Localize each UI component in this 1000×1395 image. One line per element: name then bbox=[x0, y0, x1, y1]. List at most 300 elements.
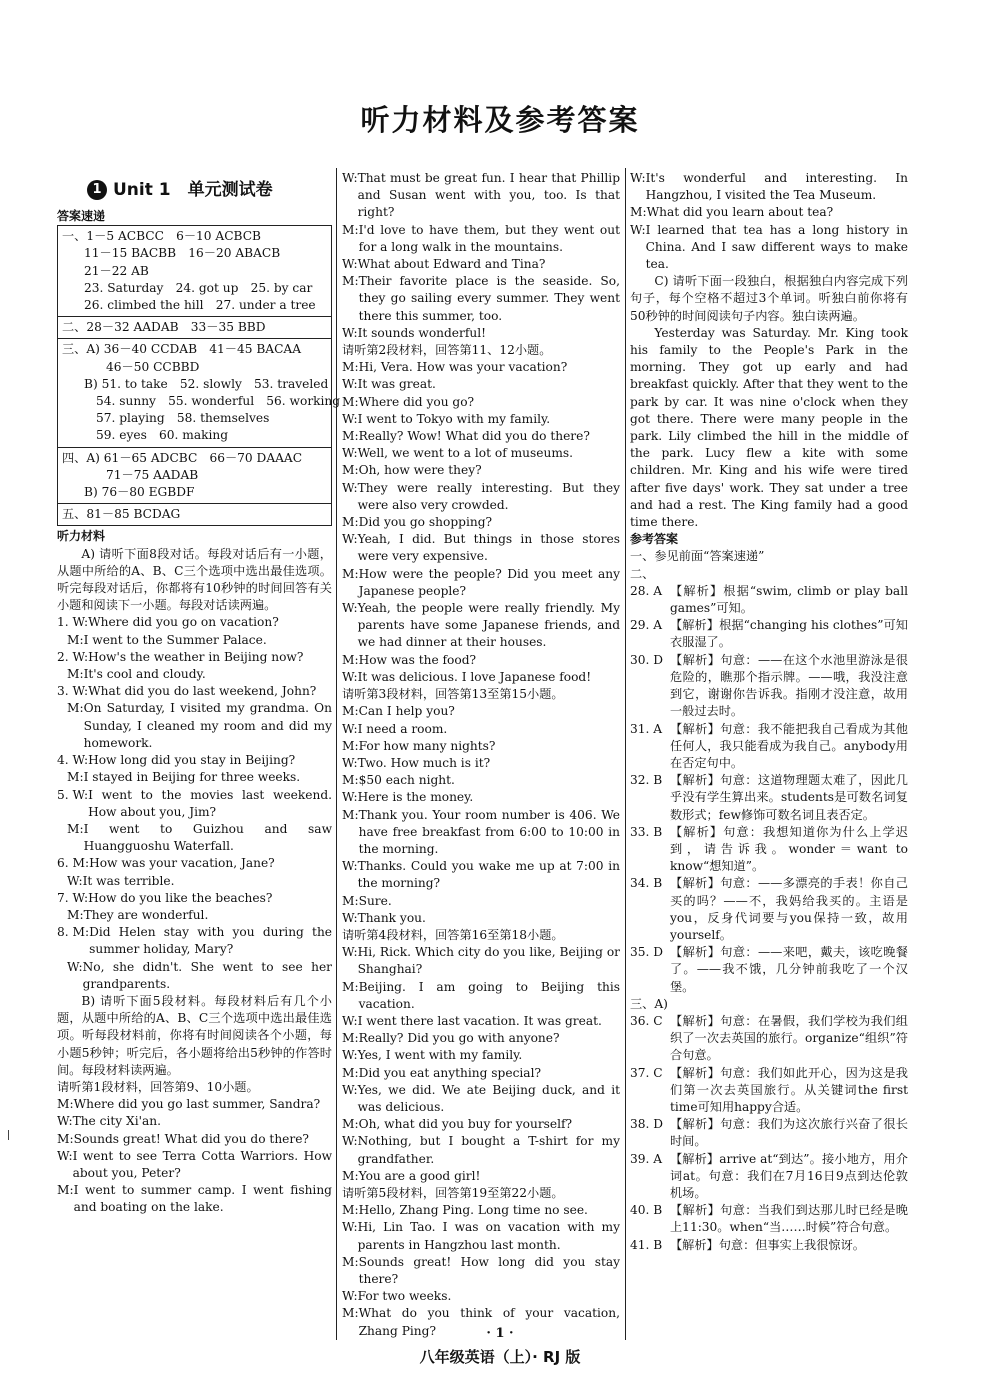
answer-key-line: 54. sunny 55. wonderful 56. working bbox=[96, 394, 341, 409]
part-a-instructions: A) 请听下面8段对话。每段对话后有一小题，从题中所给的A、B、C三个选项中选出最佳选项。听完每段对话后，你都将有10秒钟的时间回答有关小题和阅读下一小题。每段对话读两遍。 bbox=[57, 546, 332, 613]
dialog-text: Hi, Lin Tao. I was on vacation with my parents in Hangzhou last month. bbox=[357, 1220, 620, 1252]
speaker-label: 1. W: bbox=[57, 615, 89, 630]
answer-item bbox=[630, 1116, 908, 1150]
dialog-line bbox=[342, 1133, 620, 1167]
dialog-text: Sure. bbox=[358, 893, 392, 908]
listening-heading: 听力材料 bbox=[57, 529, 106, 544]
dialog-line bbox=[57, 1131, 332, 1148]
dialog-line bbox=[342, 325, 620, 342]
answer-number: 35. D bbox=[630, 945, 664, 960]
dialog-text: Yeah, I did. But things in those stores were very expensive. bbox=[357, 532, 620, 564]
part-c-instructions: C) 请听下面一段独白，根据独白内容完成下列句子，每个空格不超过3个单词。听独白前你将有50秒钟的时间阅读句子内容。独白读两遍。 bbox=[630, 274, 908, 323]
dialog-line bbox=[342, 910, 620, 927]
dialog-line bbox=[57, 666, 332, 683]
speaker-label: M: bbox=[67, 632, 84, 647]
dialog-line bbox=[342, 170, 620, 222]
dialog-text: I went to Guizhou and saw Huangguoshu Waterfall. bbox=[83, 821, 332, 854]
speaker-label: W: bbox=[342, 257, 358, 272]
dialog-line bbox=[342, 222, 620, 256]
answer-explanation: 【解析】句意：在暑假，我们学校为我们组织了一次去英国的旅行。organize“组织”符合句意。 bbox=[670, 1013, 908, 1063]
speaker-label: W: bbox=[342, 755, 358, 770]
dialog-text: Did Helen stay with you during the summer holiday, Mary? bbox=[89, 925, 332, 957]
dialog-text: It sounds wonderful! bbox=[357, 325, 486, 340]
material-5-dialog bbox=[342, 1202, 620, 1340]
dialog-text: $50 each night. bbox=[358, 773, 455, 788]
dialog-line bbox=[342, 755, 620, 772]
material-heading: 请听第2段材料，回答第11、12小题。 bbox=[342, 343, 552, 358]
answer-number: 31. A bbox=[630, 721, 663, 736]
dialog-text: How were the people? Did you meet any Japanese people? bbox=[358, 566, 620, 598]
dialog-line bbox=[342, 531, 620, 565]
dialog-line bbox=[57, 649, 332, 666]
answer-number: 40. B bbox=[630, 1203, 663, 1218]
speaker-label: M: bbox=[67, 701, 84, 716]
dialog-text: I went to the Summer Palace. bbox=[83, 632, 267, 647]
answer-item bbox=[630, 824, 908, 876]
dialog-line bbox=[57, 614, 332, 631]
dialog-text: I went to the movies last weekend. How about you, Jim? bbox=[88, 787, 332, 819]
speaker-label: M: bbox=[342, 652, 359, 667]
material-heading: 请听第4段材料，回答第16至第18小题。 bbox=[342, 927, 564, 942]
dialog-line bbox=[57, 1148, 332, 1182]
speaker-label: W: bbox=[342, 1220, 358, 1235]
dialog-text: Their favorite place is the seaside. So, they go sailing every summer. They went there this summer, too. bbox=[358, 274, 620, 323]
dialog-text: What did you learn about tea? bbox=[646, 205, 834, 220]
speaker-label: W: bbox=[342, 790, 358, 805]
material-4-dialog bbox=[342, 944, 620, 1185]
speaker-label: M: bbox=[342, 704, 359, 719]
answer-item bbox=[630, 652, 908, 721]
column-divider bbox=[625, 168, 626, 1340]
dialog-line bbox=[342, 462, 620, 479]
column-3 bbox=[630, 170, 908, 1254]
answer-key-line: 23. Saturday 24. got up 25. by car bbox=[84, 280, 313, 295]
answer-number: 32. B bbox=[630, 773, 663, 788]
dialog-line bbox=[342, 721, 620, 738]
dialog-line bbox=[342, 807, 620, 859]
speaker-label: W: bbox=[57, 1114, 73, 1129]
answer-number: 37. C bbox=[630, 1065, 663, 1080]
answer-key-line: 五、81－85 BCDAG bbox=[62, 507, 181, 522]
dialog-line bbox=[342, 1065, 620, 1082]
speaker-label: W: bbox=[342, 1082, 358, 1097]
dialog-text: Yeah, the people were really friendly. My parents have some Japanese friends, and we had dinner at their houses. bbox=[357, 601, 620, 650]
column-divider bbox=[336, 168, 337, 1340]
dialog-line bbox=[342, 944, 620, 978]
answer-explanation: 【解析】arrive at“到达”。接小地方，用介词at。句意：我们在7月16日9点到达伦敦机场。 bbox=[670, 1151, 908, 1200]
speaker-label: M: bbox=[67, 770, 84, 785]
speaker-label: M: bbox=[342, 1031, 359, 1046]
dialog-text: It was terrible. bbox=[82, 873, 175, 888]
answer-key-line: 21－22 AB bbox=[84, 263, 149, 278]
section-label: 二、 bbox=[630, 566, 655, 581]
dialog-text: What do you think of your vacation, Zhang Ping? bbox=[358, 1306, 620, 1338]
material-3-dialog bbox=[342, 703, 620, 927]
dialog-text: How was your vacation, Jane? bbox=[89, 856, 275, 871]
dialog-text: How was the food? bbox=[358, 652, 477, 667]
answer-number: 41. B bbox=[630, 1237, 663, 1252]
speaker-label: M: bbox=[342, 463, 359, 478]
speaker-label: M: bbox=[342, 1065, 359, 1080]
speaker-label: W: bbox=[342, 325, 358, 340]
dialog-text: What did you do last weekend, John? bbox=[88, 684, 317, 699]
answer-item bbox=[630, 772, 908, 824]
dialog-text: Thanks. Could you wake me up at 7:00 in the morning? bbox=[357, 859, 620, 891]
dialog-line bbox=[342, 738, 620, 755]
page-number: · 1 · bbox=[486, 1326, 514, 1341]
dialog-line bbox=[57, 700, 332, 752]
section-label: 三、A) bbox=[630, 996, 668, 1011]
dialog-text: Where did you go? bbox=[358, 394, 475, 409]
dialog-text: You are a good girl! bbox=[358, 1168, 481, 1183]
part-b-instructions: B) 请听下面5段材料。每段材料后有几个小题，从题中所给的A、B、C三个选项中选出最佳选项。听每段材料前，你将有时间阅读各个小题，每小题5秒钟；听完后，各小题将给出5秒钟的作答时间。每段材料读两遍。 bbox=[57, 993, 332, 1077]
answer-item bbox=[630, 1065, 908, 1117]
dialog-text: I learned that tea has a long history in China. And I saw different ways to make tea. bbox=[645, 222, 908, 272]
answer-key-section bbox=[58, 339, 341, 447]
answer-item bbox=[630, 1237, 908, 1254]
answer-key-line: B) 51. to take 52. slowly 53. traveled bbox=[84, 376, 329, 391]
answer-number: 29. A bbox=[630, 618, 663, 633]
dialog-text: They are wonderful. bbox=[83, 907, 209, 922]
answer-key-line: 46－50 CCBBD bbox=[106, 359, 200, 374]
speaker-label: M: bbox=[342, 274, 359, 289]
speaker-label: W: bbox=[342, 532, 358, 547]
dialog-text: Yes, I went with my family. bbox=[357, 1048, 523, 1063]
answer-key-line: 57. playing 58. themselves bbox=[96, 411, 270, 426]
material-1-dialog bbox=[57, 1096, 332, 1216]
answer-key-section bbox=[58, 448, 331, 505]
speaker-label: W: bbox=[342, 1289, 358, 1304]
speaker-label: 2. W: bbox=[57, 649, 89, 664]
dialog-text: I went to Tokyo with my family. bbox=[357, 411, 551, 426]
dialog-line bbox=[57, 1182, 332, 1216]
dialog-text: Thank you. Your room number is 406. We have free breakfast from 6:00 to 10:00 in the morning. bbox=[358, 807, 620, 856]
dialog-text: Oh, what did you buy for yourself? bbox=[358, 1117, 573, 1132]
dialog-text: Did you go shopping? bbox=[358, 515, 493, 530]
answer-number: 39. A bbox=[630, 1151, 663, 1166]
dialog-line bbox=[57, 855, 332, 872]
speaker-label: W: bbox=[342, 171, 358, 185]
dialog-text: Beijing. I am going to Beijing this vacation. bbox=[358, 979, 620, 1011]
speaker-label: M: bbox=[342, 429, 359, 444]
dialog-line bbox=[342, 445, 620, 462]
dialog-text: It's cool and cloudy. bbox=[83, 667, 206, 682]
speaker-label: 8. M: bbox=[57, 925, 90, 940]
answer-explanations bbox=[630, 583, 908, 996]
margin-mark bbox=[8, 1130, 9, 1140]
dialog-text: I'd love to have them, but they went out for a long walk in the mountains. bbox=[358, 222, 620, 254]
answer-number: 30. D bbox=[630, 652, 664, 667]
dialog-text: Can I help you? bbox=[358, 704, 455, 719]
dialog-text: It was delicious. I love Japanese food! bbox=[357, 669, 592, 684]
dialog-line bbox=[57, 924, 332, 958]
dialog-text: Here is the money. bbox=[357, 790, 474, 805]
answer-key-section bbox=[58, 504, 331, 525]
monologue-text: Yesterday was Saturday. Mr. King took his family to the People's Park in the morning. They got up early and had breakfast quickly. After that they went to the park by car. It was nine o'clock when they got there. There were many people in the park. Lily climbed the hill in the middle of the park. Lucy flew a kite with some children. Mr. King and his wife were tired after five days' work. They sat under a tree and had a rest. The King family had a good time there. bbox=[630, 325, 908, 530]
dialog-text: The city Xi'an. bbox=[72, 1114, 161, 1129]
dialog-text: On Saturday, I visited my grandma. On Sunday, I cleaned my room and did my homework. bbox=[83, 701, 332, 750]
dialog-text: I went to see Terra Cotta Warriors. How about you, Peter? bbox=[72, 1148, 332, 1180]
answer-key-heading: 答案速递 bbox=[57, 209, 106, 223]
dialog-line bbox=[342, 359, 620, 376]
dialog-line bbox=[342, 652, 620, 669]
dialog-line bbox=[342, 1047, 620, 1064]
speaker-label: W: bbox=[630, 171, 646, 185]
answer-explanation: 【解析】句意：我们为这次旅行兴奋了很长时间。 bbox=[670, 1117, 908, 1149]
dialog-text: It's wonderful and interesting. In Hangzhou, I visited the Tea Museum. bbox=[645, 171, 908, 203]
speaker-label: M: bbox=[57, 1097, 74, 1112]
answer-number: 28. A bbox=[630, 583, 663, 598]
column-2 bbox=[342, 170, 620, 1340]
speaker-label: M: bbox=[342, 979, 359, 994]
dialog-text: I went to summer camp. I went fishing and boating on the lake. bbox=[73, 1183, 332, 1215]
answer-key-line: 四、A) 61－65 ADCBC 66－70 DAAAC bbox=[62, 450, 303, 465]
dialog-text: I need a room. bbox=[357, 721, 448, 736]
speaker-label: M: bbox=[342, 807, 359, 822]
unit-title: Unit 1 单元测试卷 bbox=[113, 180, 273, 200]
answer-key-line: 一、1－5 ACBCC 6－10 ACBCB bbox=[62, 229, 262, 244]
answer-key-line: 71－75 AADAB bbox=[106, 467, 199, 482]
dialog-line bbox=[57, 821, 332, 855]
dialog-text: I stayed in Beijing for three weeks. bbox=[83, 770, 301, 785]
answer-item bbox=[630, 1013, 908, 1065]
dialog-line bbox=[57, 683, 332, 700]
answer-key-section bbox=[58, 317, 331, 339]
speaker-label: 6. M: bbox=[57, 856, 90, 871]
dialog-text: Thank you. bbox=[357, 910, 426, 925]
dialog-line bbox=[630, 170, 908, 204]
column-1 bbox=[57, 170, 341, 1217]
dialog-line bbox=[342, 566, 620, 600]
answer-key-section bbox=[58, 226, 331, 317]
dialog-line bbox=[342, 428, 620, 445]
answer-item bbox=[630, 1151, 908, 1203]
speaker-label: W: bbox=[342, 669, 358, 684]
speaker-label: W: bbox=[342, 1013, 358, 1028]
material-2-dialog bbox=[342, 359, 620, 686]
speaker-label: W: bbox=[67, 873, 83, 888]
speaker-label: M: bbox=[67, 821, 84, 836]
dialog-line bbox=[57, 769, 332, 786]
dialog-line bbox=[57, 752, 332, 769]
speaker-label: 7. W: bbox=[57, 890, 89, 905]
answer-number: 38. D bbox=[630, 1117, 664, 1132]
short-dialogs bbox=[57, 614, 332, 992]
dialog-line bbox=[57, 907, 332, 924]
speaker-label: M: bbox=[342, 515, 359, 530]
speaker-label: M: bbox=[57, 1183, 74, 1198]
dialog-line bbox=[342, 1288, 620, 1305]
dialog-text: Well, we went to a lot of museums. bbox=[357, 446, 574, 461]
answer-explanation: 【解析】句意：但事实上我很惊讶。 bbox=[670, 1237, 865, 1252]
dialog-line bbox=[57, 873, 332, 890]
dialog-text: No, she didn't. She went to see her grandparents. bbox=[82, 959, 332, 991]
speaker-label: M: bbox=[342, 738, 359, 753]
speaker-label: W: bbox=[342, 480, 358, 495]
speaker-label: W: bbox=[342, 411, 358, 426]
answer-key-line: 二、28－32 AADAB 33－35 BBD bbox=[62, 320, 266, 335]
speaker-label: M: bbox=[67, 667, 84, 682]
dialog-line bbox=[342, 1168, 620, 1185]
dialog-line bbox=[342, 273, 620, 325]
answer-explanation: 【解析】根据“changing his clothes”可知衣服湿了。 bbox=[670, 618, 908, 650]
dialog-line bbox=[630, 204, 908, 221]
speaker-label: M: bbox=[342, 394, 359, 409]
dialog-line bbox=[342, 376, 620, 393]
dialog-text: Really? Did you go with anyone? bbox=[358, 1031, 560, 1046]
dialog-line bbox=[342, 1254, 620, 1288]
dialog-text: They were really interesting. But they were also very crowded. bbox=[357, 480, 620, 512]
answer-key-box bbox=[57, 225, 341, 526]
dialog-text: Where did you go last summer, Sandra? bbox=[73, 1097, 321, 1112]
dialog-line bbox=[342, 1219, 620, 1253]
speaker-label: W: bbox=[342, 1134, 358, 1149]
speaker-label: M: bbox=[342, 893, 359, 908]
answer-explanation: 【解析】句意：我想知道你为什么上学迟到，请告诉我。wonder＝want to know“想知道”。 bbox=[670, 824, 908, 874]
dialog-line bbox=[342, 893, 620, 910]
dialog-line bbox=[342, 703, 620, 720]
dialog-text: Oh, how were they? bbox=[358, 463, 482, 478]
dialog-text: I went there last vacation. It was great. bbox=[357, 1013, 602, 1028]
dialog-text: Where did you go on vacation? bbox=[88, 615, 279, 630]
answer-explanation: 【解析】句意：这道物理题太难了，因此几乎没有学生算出来。students是可数名词复数形式；few修饰可数名词且表否定。 bbox=[670, 773, 908, 822]
speaker-label: M: bbox=[342, 773, 359, 788]
dialog-text: Sounds great! How long did you stay there? bbox=[358, 1254, 620, 1286]
speaker-label: W: bbox=[342, 910, 358, 925]
dialog-line bbox=[342, 1082, 620, 1116]
speaker-label: M: bbox=[342, 1117, 359, 1132]
dialog-text: Sounds great! What did you do there? bbox=[73, 1131, 309, 1146]
answer-number: 36. C bbox=[630, 1013, 663, 1028]
dialog-text: Hi, Vera. How was your vacation? bbox=[358, 360, 568, 375]
dialog-line bbox=[342, 1013, 620, 1030]
material-heading: 请听第3段材料，回答第13至第15小题。 bbox=[342, 687, 564, 702]
dialog-line bbox=[342, 1202, 620, 1219]
dialog-text: Really? Wow! What did you do there? bbox=[358, 429, 590, 444]
speaker-label: W: bbox=[342, 601, 358, 616]
answer-item bbox=[630, 944, 908, 996]
speaker-label: W: bbox=[342, 1048, 358, 1063]
answer-item bbox=[630, 617, 908, 651]
dialog-line bbox=[57, 890, 332, 907]
answer-item bbox=[630, 1202, 908, 1236]
answer-explanation: 【解析】句意：——在这个水池里游泳是很危险的，瞧那个指示牌。——哦，我没注意到它，谢谢你告诉我。指刚才没注意，故用一般过去时。 bbox=[670, 652, 908, 719]
speaker-label: M: bbox=[342, 360, 359, 375]
material-5-dialog-cont bbox=[630, 170, 908, 273]
answer-number: 34. B bbox=[630, 876, 663, 891]
answer-explanation: 【解析】句意：我不能把我自己看成为其他任何人，我只能看成为我自己。anybody用在否定句中。 bbox=[670, 721, 908, 770]
dialog-text: How's the weather in Beijing now? bbox=[88, 649, 304, 664]
speaker-label: 4. W: bbox=[57, 753, 89, 768]
page-title: 听力材料及参考答案 bbox=[360, 103, 640, 137]
dialog-text: For two weeks. bbox=[357, 1289, 452, 1304]
dialog-line bbox=[342, 411, 620, 428]
answer-item bbox=[630, 875, 908, 944]
speaker-label: 5. W: bbox=[57, 787, 89, 802]
speaker-label: M: bbox=[342, 1203, 359, 1218]
dialog-line bbox=[630, 222, 908, 274]
dialog-line bbox=[342, 256, 620, 273]
dialog-line bbox=[342, 1116, 620, 1133]
answer-explanation: 【解析】句意：——多漂亮的手表！你自己买的吗？——不，我妈给我买的。主语是you，反身代词要与you保持一致，故用yourself。 bbox=[670, 876, 908, 942]
answer-explanation: 【解析】句意：当我们到达那儿时已经是晚上11:30。when“当……时候”符合句意。 bbox=[670, 1203, 908, 1235]
speaker-label: W: bbox=[342, 446, 358, 461]
dialog-line bbox=[342, 514, 620, 531]
dialog-line bbox=[342, 394, 620, 411]
answer-key-line: 59. eyes 60. making bbox=[96, 428, 229, 443]
dialog-line bbox=[342, 600, 620, 652]
answer-key-line: 26. climbed the hill 27. under a tree bbox=[84, 298, 316, 313]
speaker-label: M: bbox=[342, 566, 359, 581]
answer-explanation: 【解析】句意：——来吧，戴夫，该吃晚餐了。——我不饿，几分钟前我吃了一个汉堡。 bbox=[670, 945, 908, 994]
speaker-label: M: bbox=[342, 1306, 359, 1321]
speaker-label: W: bbox=[630, 222, 646, 237]
speaker-label: M: bbox=[67, 907, 84, 922]
dialog-text: Did you eat anything special? bbox=[358, 1065, 541, 1080]
dialog-text: How do you like the beaches? bbox=[88, 890, 273, 905]
speaker-label: W: bbox=[67, 959, 83, 974]
dialog-line bbox=[342, 858, 620, 892]
dialog-text: Two. How much is it? bbox=[357, 755, 491, 770]
unit-number-badge: 1 bbox=[87, 180, 107, 200]
dialog-text: That must be great fun. I hear that Phillip and Susan went with you, too. Is that right? bbox=[357, 171, 620, 220]
speaker-label: M: bbox=[342, 1168, 359, 1183]
answer-key-line: 11－15 BACBB 16－20 ABACB bbox=[84, 246, 281, 261]
speaker-label: W: bbox=[342, 721, 358, 736]
answer-explanation: 【解析】句意：我们如此开心，因为这是我们第一次去英国旅行。从关键词the first time可知用happy合适。 bbox=[670, 1065, 908, 1114]
dialog-line bbox=[342, 1030, 620, 1047]
speaker-label: W: bbox=[57, 1148, 73, 1163]
speaker-label: W: bbox=[342, 859, 358, 874]
speaker-label: M: bbox=[342, 1254, 359, 1269]
dialog-line bbox=[57, 632, 332, 649]
dialog-line bbox=[342, 772, 620, 789]
answer-explanation: 【解析】根据“swim, climb or play ball games”可知。 bbox=[670, 583, 908, 616]
answer-key-line: B) 76－80 EGBDF bbox=[84, 485, 195, 500]
unit-heading bbox=[87, 178, 332, 202]
dialog-text: For how many nights? bbox=[358, 738, 496, 753]
dialog-text: Hello, Zhang Ping. Long time no see. bbox=[358, 1203, 588, 1218]
dialog-line bbox=[342, 789, 620, 806]
answer-item bbox=[630, 583, 908, 617]
answer-number: 33. B bbox=[630, 824, 663, 839]
speaker-label: M: bbox=[342, 222, 359, 237]
reference-answers-heading: 参考答案 bbox=[630, 532, 679, 547]
dialog-text: It was great. bbox=[357, 377, 436, 392]
dialog-line bbox=[342, 979, 620, 1013]
answer-key-line: 三、A) 36－40 CCDAB 41－45 BACAA bbox=[62, 342, 302, 357]
dialog-line bbox=[57, 1113, 332, 1130]
dialog-text: Hi, Rick. Which city do you like, Beijing or Shanghai? bbox=[357, 945, 620, 977]
dialog-text: Nothing, but I bought a T-shirt for my grandfather. bbox=[357, 1134, 620, 1166]
dialog-line bbox=[57, 787, 332, 821]
speaker-label: W: bbox=[342, 377, 358, 392]
dialog-text: What about Edward and Tina? bbox=[357, 257, 546, 272]
dialog-line bbox=[57, 1096, 332, 1113]
dialog-line bbox=[342, 669, 620, 686]
speaker-label: M: bbox=[57, 1131, 74, 1146]
speaker-label: 3. W: bbox=[57, 684, 89, 699]
dialog-text: Yes, we did. We ate Beijing duck, and it was delicious. bbox=[357, 1082, 620, 1114]
dialog-line bbox=[57, 959, 332, 993]
speaker-label: M: bbox=[630, 205, 647, 220]
book-title: 八年级英语（上）· RJ 版 bbox=[419, 1348, 581, 1366]
answer-explanations bbox=[630, 1013, 908, 1254]
dialog-text: How long did you stay in Beijing? bbox=[88, 753, 296, 768]
material-heading: 请听第1段材料，回答第9、10小题。 bbox=[57, 1079, 259, 1094]
speaker-label: W: bbox=[342, 945, 358, 960]
material-1-dialog-cont bbox=[342, 170, 620, 342]
